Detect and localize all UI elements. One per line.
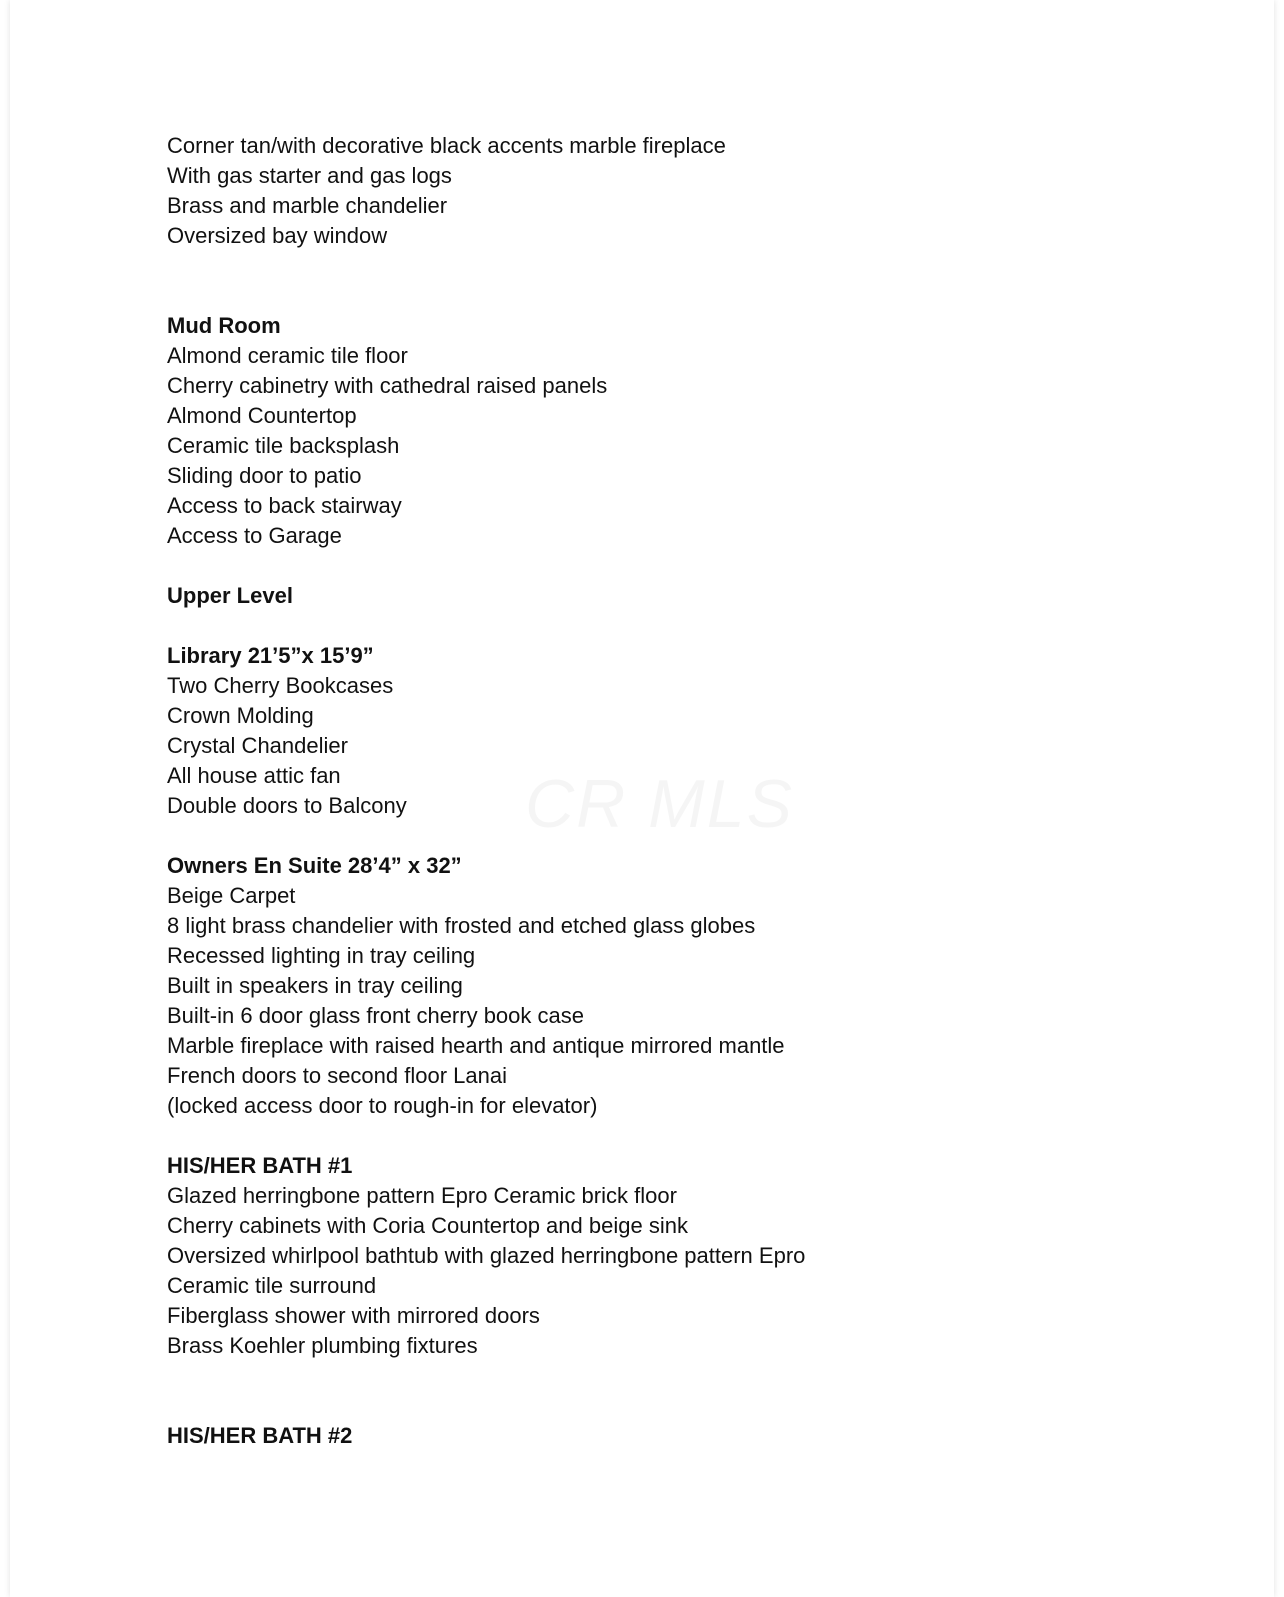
- owners-suite-item: (locked access door to rough-in for elevator): [167, 1093, 598, 1118]
- mud-room-heading: Mud Room: [167, 313, 281, 338]
- library-item: Crystal Chandelier: [167, 733, 348, 758]
- mud-room-item: Ceramic tile backsplash: [167, 433, 400, 458]
- upper-level-heading: Upper Level: [167, 583, 293, 608]
- intro-line: Corner tan/with decorative black accents marble fireplace: [167, 133, 726, 158]
- library-item: Two Cherry Bookcases: [167, 673, 394, 698]
- bath1-item: Ceramic tile surround: [167, 1273, 377, 1298]
- owners-suite-item: Beige Carpet: [167, 883, 296, 908]
- owners-suite-item: Built in speakers in tray ceiling: [167, 973, 463, 998]
- mud-room-item: Access to back stairway: [167, 493, 402, 518]
- bath1-item: Oversized whirlpool bathtub with glazed herringbone pattern Epro: [167, 1243, 806, 1268]
- owners-suite-item: 8 light brass chandelier with frosted and etched glass globes: [167, 913, 756, 938]
- owners-suite-item: Built-in 6 door glass front cherry book case: [167, 1003, 584, 1028]
- owners-suite-item: French doors to second floor Lanai: [167, 1063, 507, 1088]
- library-heading: Library 21’5”x 15’9”: [167, 643, 374, 668]
- mud-room-item: Almond ceramic tile floor: [167, 343, 408, 368]
- bath1-item: Fiberglass shower with mirrored doors: [167, 1303, 540, 1328]
- mud-room-item: Almond Countertop: [167, 403, 357, 428]
- mud-room-item: Sliding door to patio: [167, 463, 362, 488]
- intro-line: With gas starter and gas logs: [167, 163, 452, 188]
- bath1-item: Brass Koehler plumbing fixtures: [167, 1333, 478, 1358]
- document-page: [10, 0, 1274, 1597]
- owners-suite-item: Recessed lighting in tray ceiling: [167, 943, 476, 968]
- owners-suite-item: Marble fireplace with raised hearth and antique mirrored mantle: [167, 1033, 785, 1058]
- library-item: Crown Molding: [167, 703, 314, 728]
- mud-room-item: Cherry cabinetry with cathedral raised panels: [167, 373, 608, 398]
- library-item: Double doors to Balcony: [167, 793, 407, 818]
- bath1-item: Cherry cabinets with Coria Countertop and beige sink: [167, 1213, 688, 1238]
- library-item: All house attic fan: [167, 763, 341, 788]
- mud-room-item: Access to Garage: [167, 523, 342, 548]
- bath1-heading: HIS/HER BATH #1: [167, 1153, 353, 1178]
- bath2-heading: HIS/HER BATH #2: [167, 1423, 353, 1448]
- owners-suite-heading: Owners En Suite 28’4” x 32”: [167, 853, 462, 878]
- intro-line: Oversized bay window: [167, 223, 388, 248]
- document-content: [167, 131, 1067, 1451]
- bath1-item: Glazed herringbone pattern Epro Ceramic brick floor: [167, 1183, 677, 1208]
- intro-line: Brass and marble chandelier: [167, 193, 448, 218]
